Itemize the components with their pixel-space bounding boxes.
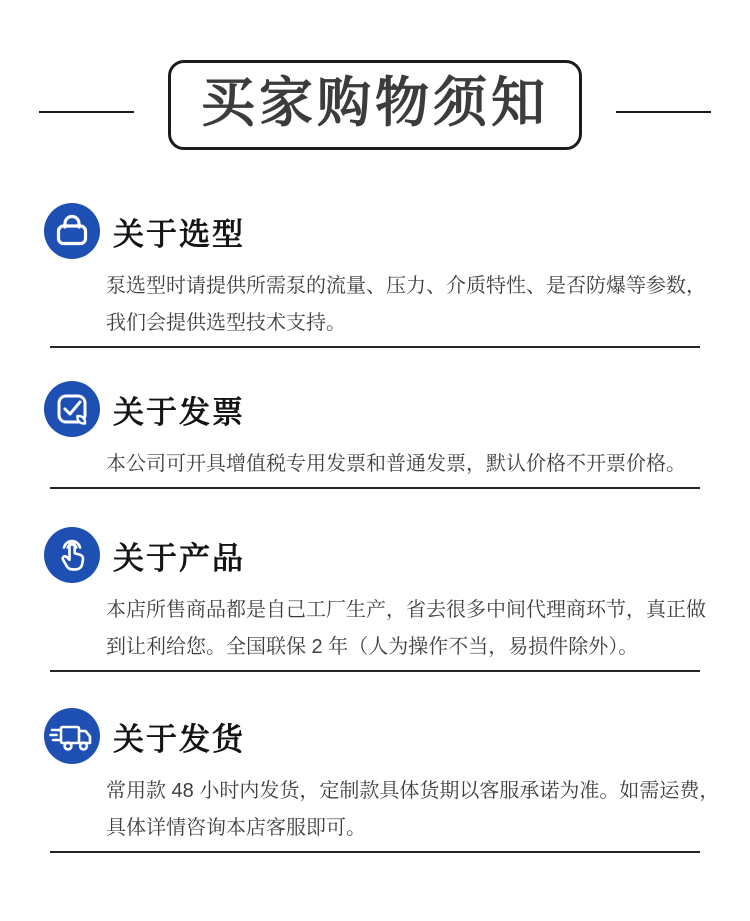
body-line: 本公司可开具增值税专用发票和普通发票，默认价格不开票价格。 bbox=[106, 453, 686, 475]
section-head bbox=[44, 708, 706, 764]
page-header bbox=[0, 60, 750, 150]
title-box bbox=[168, 60, 582, 150]
section-divider bbox=[50, 851, 700, 853]
body-line: 常用款 48 小时内发货，定制款具体货期以客服承诺为准。如需运费， bbox=[106, 780, 720, 802]
section-head bbox=[44, 527, 706, 583]
invoice-check-icon bbox=[44, 381, 100, 437]
section-divider bbox=[50, 346, 700, 348]
section-body bbox=[106, 592, 706, 666]
section-body bbox=[106, 446, 706, 483]
section-heading: 关于产品 bbox=[113, 540, 245, 576]
section-head bbox=[44, 381, 706, 437]
touch-click-icon bbox=[44, 527, 100, 583]
body-line: 到让利给您。全国联保 2 年（人为操作不当，易损件除外）。 bbox=[106, 636, 639, 658]
page-title: 买家购物须知 bbox=[201, 73, 549, 133]
section-heading: 关于发票 bbox=[113, 394, 245, 430]
section-shipping bbox=[44, 708, 720, 847]
body-line: 具体详情咨询本店客服即可。 bbox=[106, 817, 366, 839]
header-right-rule bbox=[616, 111, 711, 113]
section-head bbox=[44, 203, 706, 259]
section-heading: 关于发货 bbox=[113, 721, 245, 757]
section-body bbox=[106, 773, 720, 847]
shopping-bag-icon bbox=[44, 203, 100, 259]
body-line: 我们会提供选型技术支持。 bbox=[106, 312, 346, 334]
body-line: 本店所售商品都是自己工厂生产，省去很多中间代理商环节，真正做 bbox=[106, 599, 706, 621]
section-divider bbox=[50, 487, 700, 489]
section-selection bbox=[44, 203, 706, 342]
body-line: 泵选型时请提供所需泵的流量、压力、介质特性、是否防爆等参数， bbox=[106, 275, 706, 297]
section-product bbox=[44, 527, 706, 666]
section-divider bbox=[50, 670, 700, 672]
section-body bbox=[106, 268, 706, 342]
header-left-rule bbox=[39, 111, 134, 113]
section-invoice bbox=[44, 381, 706, 483]
delivery-truck-icon bbox=[44, 708, 100, 764]
buyer-notice-page bbox=[0, 60, 750, 921]
section-heading: 关于选型 bbox=[113, 216, 245, 252]
